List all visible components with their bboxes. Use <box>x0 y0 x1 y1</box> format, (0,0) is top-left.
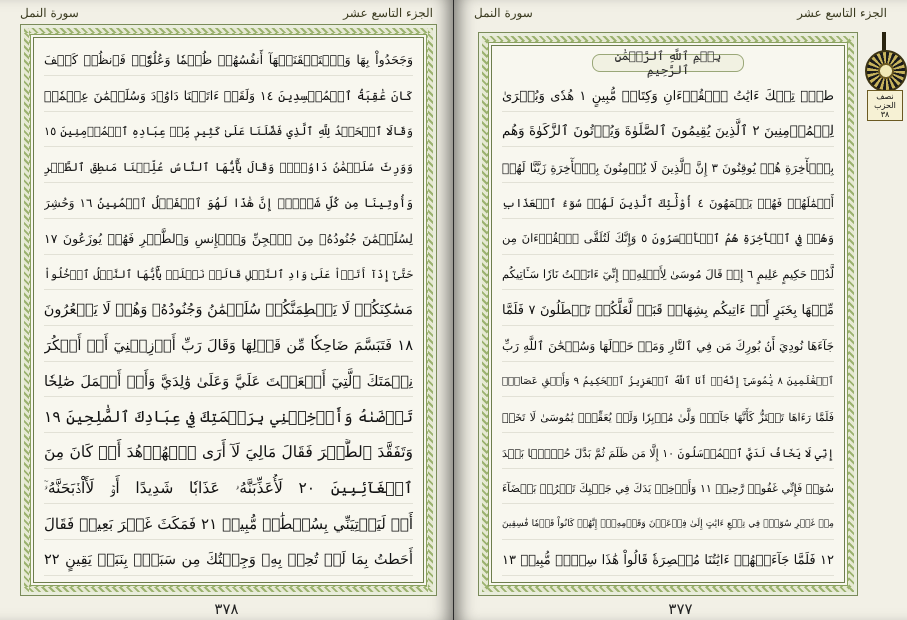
left-page-line <box>44 153 413 183</box>
right-header-juz: الجزء التاسع عشر <box>797 6 887 20</box>
hizb-medallion-icon <box>865 50 907 92</box>
right-page-line <box>502 153 834 183</box>
right-page-line <box>502 510 834 540</box>
right-page-line <box>502 546 834 576</box>
right-page-line-text: بِٱلۡأٓخِرَةِ هُمۡ يُوقِنُونَ ٣ إِنَّ ٱلَّذِينَ لَا يُؤۡمِنُونَ بِٱلۡأٓخِرَةِ زَيَّنَّا لَهُمۡ <box>502 160 834 175</box>
left-page-line <box>44 225 413 255</box>
left-page-number: ٣٧٨ <box>214 600 239 618</box>
right-page-line-text: وَهُمۡ فِي ٱلۡأٓخِرَةِ هُمُ ٱلۡأَخۡسَرُونَ ٥ وَإِنَّكَ لَتُلَقَّى ٱلۡقُرۡءَانَ مِن <box>502 231 834 246</box>
basmala: بِسۡمِ ٱللَّهِ ٱلرَّحۡمَٰنِ ٱلرَّحِيمِ <box>592 54 744 72</box>
left-page-line-text: مَسَٰكِنَكُمۡ لَا يَحۡطِمَنَّكُمۡ سُلَيۡمَٰنُ وَجُنُودُهُۥ وَهُمۡ لَا يَشۡعُرُونَ <box>44 302 413 319</box>
right-page-line-text: ٱلۡعَٰلَمِينَ ٨ يَٰمُوسَىٰٓ إِنَّهُۥٓ أَنَا ٱللَّهُ ٱلۡعَزِيزُ ٱلۡحَكِيمُ ٩ وَأَلۡقِ عَصَاكَۚ <box>502 375 834 387</box>
hizb-label-half: نصف <box>876 92 894 101</box>
left-header-juz: الجزء التاسع عشر <box>343 6 433 20</box>
right-page-line <box>502 117 834 147</box>
right-page-line-text: جَآءَهَا نُودِيَ أَنۢ بُورِكَ مَن فِي ٱلنَّارِ وَمَنۡ حَوۡلَهَا وَسُبۡحَٰنَ ٱللَّهِ رَبِّ <box>502 339 834 354</box>
left-text-area <box>33 37 424 583</box>
hizb-marker[interactable] <box>863 32 905 118</box>
right-page-line-text: إِنِّي لَا يَخَافُ لَدَيَّ ٱلۡمُرۡسَلُونَ ١٠ إِلَّا مَن ظَلَمَ ثُمَّ بَدَّلَ حُسۡنَۢا بَعۡدَ <box>502 446 834 460</box>
right-page-line-text: مِنۡ غَيۡرِ سُوٓءٖۖ فِي تِسۡعِ ءَايَٰتٍ إِلَىٰ فِرۡعَوۡنَ وَقَوۡمِهِۦٓۚ إِنَّهُمۡ كَانُواْ قَوۡمٗا فَٰسِقِينَ <box>502 519 834 530</box>
right-page-line <box>502 189 834 219</box>
right-page-line-text: لِلۡمُؤۡمِنِينَ ٢ ٱلَّذِينَ يُقِيمُونَ ٱلصَّلَوٰةَ وَيُؤۡتُونَ ٱلزَّكَوٰةَ وَهُم <box>502 123 834 140</box>
left-page-line-text: لِسُلَيۡمَٰنَ جُنُودُهُۥ مِنَ ٱلۡجِنِّ وَٱلۡإِنسِ وَٱلطَّيۡرِ فَهُمۡ يُوزَعُونَ ١٧ <box>44 230 413 246</box>
hizb-spire-icon <box>882 32 886 52</box>
right-page-line <box>502 403 834 433</box>
left-page[interactable] <box>0 0 453 620</box>
left-header-surah: سورة النمل <box>20 6 79 20</box>
right-page-line <box>502 367 834 397</box>
left-page-line-text: أَوۡ لَيَأۡتِيَنِّي بِسُلۡطَٰنٖ مُّبِينٖ ٢١ فَمَكَثَ غَيۡرَ بَعِيدٖ فَقَالَ <box>44 515 413 534</box>
left-page-line-text: وَوَرِثَ سُلَيۡمَٰنُ دَاوُۥدَۖ وَقَالَ يَٰٓأَيُّهَا ٱلنَّاسُ عُلِّمۡنَا مَنطِقَ ٱلطَّيۡرِ <box>44 159 413 174</box>
right-page-line-text: سُوٓءٖ فَإِنِّي غَفُورٞ رَّحِيمٞ ١١ وَأَدۡخِلۡ يَدَكَ فِي جَيۡبِكَ تَخۡرُجۡ بَيۡضَآءَ <box>502 482 834 496</box>
right-header-surah: سورة النمل <box>474 6 533 20</box>
right-page-line <box>502 474 834 504</box>
left-page-frame <box>20 24 437 596</box>
left-page-line <box>44 189 413 219</box>
left-page-line-text: ١٨ فَتَبَسَّمَ ضَاحِكٗا مِّن قَوۡلِهَا وَقَالَ رَبِّ أَوۡزِعۡنِيٓ أَنۡ أَشۡكُرَ <box>44 337 413 354</box>
hizb-label <box>867 90 903 121</box>
left-page-line-text: ٱلۡغَآئِبِينَ ٢٠ لَأُعَذِّبَنَّهُۥ عَذَابٗا شَدِيدًا أَوۡ لَأَاْذۡبَحَنَّهُۥٓ <box>44 479 413 498</box>
right-page-line-text: ١٢ فَلَمَّا جَآءَتۡهُمۡ ءَايَٰتُنَا مُبۡصِرَةٗ قَالُواْ هَٰذَا سِحۡرٞ مُّبِينٞ ١٣ <box>502 552 834 568</box>
left-page-header <box>20 4 433 22</box>
left-page-line <box>44 403 413 433</box>
right-page-line-text: لَّدُنۡ حَكِيمٍ عَلِيمٍ ٦ إِذۡ قَالَ مُوسَىٰ لِأَهۡلِهِۦٓ إِنِّيٓ ءَانَسۡتُ نَارٗا سَـَٔاتِيكُم <box>502 266 834 281</box>
right-text-area <box>491 45 845 583</box>
right-page-line <box>502 225 834 255</box>
left-page-line-text: وَقَالَا ٱلۡحَمۡدُ لِلَّهِ ٱلَّذِي فَضَّلَنَا عَلَىٰ كَثِيرٖ مِّنۡ عِبَادِهِ ٱلۡمُؤۡمِنِينَ ١٥ <box>44 124 413 139</box>
right-page-line-text: طسٓۚ تِلۡكَ ءَايَٰتُ ٱلۡقُرۡءَانِ وَكِتَابٖ مُّبِينٍ ١ هُدٗى وَبُشۡرَىٰ <box>502 88 834 104</box>
left-page-line-text: وَجَحَدُواْ بِهَا وَٱسۡتَيۡقَنَتۡهَآ أَنفُسُهُمۡ ظُلۡمٗا وَعُلُوّٗاۚ فَٱنظُرۡ كَيۡفَ <box>44 52 413 68</box>
left-page-line <box>44 439 413 469</box>
left-page-line-text: كَانَ عَٰقِبَةُ ٱلۡمُفۡسِدِينَ ١٤ وَلَقَدۡ ءَاتَيۡنَا دَاوُۥدَ وَسُلَيۡمَٰنَ عِلۡمٗاۖ <box>44 87 413 103</box>
left-lines <box>34 38 423 582</box>
right-page-line <box>502 296 834 326</box>
right-page-header <box>474 4 887 22</box>
right-page-line <box>502 439 834 469</box>
left-page-line <box>44 46 413 76</box>
right-page[interactable] <box>454 0 907 620</box>
right-page-line <box>502 332 834 362</box>
left-page-line <box>44 332 413 362</box>
left-page-line <box>44 260 413 290</box>
left-page-line-text: أَحَطتُ بِمَا لَمۡ تُحِطۡ بِهِۦ وَجِئۡتُكَ مِن سَبَإِۭ بِنَبَإٖ يَقِينٍ ٢٢ <box>44 552 413 569</box>
left-page-line <box>44 546 413 576</box>
left-page-line <box>44 510 413 540</box>
right-page-line-text: فَلَمَّا رَءَاهَا تَهۡتَزُّ كَأَنَّهَا جَآنّٞ وَلَّىٰ مُدۡبِرٗا وَلَمۡ يُعَقِّبۡۚ يَٰمُوسَىٰ لَا تَخَفۡ <box>502 411 834 425</box>
left-page-line-text: تَرۡضَىٰهُ وَأَدۡخِلۡنِي بِرَحۡمَتِكَ فِي عِبَادِكَ ٱلصَّٰلِحِينَ ١٩ <box>44 407 413 426</box>
left-page-line <box>44 296 413 326</box>
right-page-number: ٣٧٧ <box>668 600 693 618</box>
right-page-line-text: أَعۡمَٰلَهُمۡ فَهُمۡ يَعۡمَهُونَ ٤ أُوْلَٰٓئِكَ ٱلَّذِينَ لَهُمۡ سُوٓءُ ٱلۡعَذَابِ <box>502 195 834 210</box>
left-page-line-text: حَتَّىٰٓ إِذَآ أَتَوۡاْ عَلَىٰ وَادِ ٱلنَّمۡلِ قَالَتۡ نَمۡلَةٞ يَٰٓأَيُّهَا ٱلنَّمۡلُ ٱدۡخُلُواْ <box>44 268 413 282</box>
right-page-line-text: مِّنۡهَا بِخَبَرٍ أَوۡ ءَاتِيكُم بِشِهَابٖ قَبَسٖ لَّعَلَّكُمۡ تَصۡطَلُونَ ٧ فَلَمَّا <box>502 302 834 318</box>
right-page-line <box>502 82 834 112</box>
right-lines <box>492 46 844 582</box>
left-page-line <box>44 367 413 397</box>
right-page-frame <box>478 32 858 596</box>
hizb-label-hizb: الحزب <box>874 101 896 110</box>
left-page-line-text: وَتَفَقَّدَ ٱلطَّيۡرَ فَقَالَ مَالِيَ لَآ أَرَى ٱلۡهُدۡهُدَ أَمۡ كَانَ مِنَ <box>44 443 413 462</box>
left-page-line <box>44 117 413 147</box>
hizb-label-number: ٣٨ <box>880 110 890 119</box>
right-page-line <box>502 260 834 290</box>
left-page-line <box>44 82 413 112</box>
left-page-line <box>44 474 413 504</box>
left-page-line-text: وَأُوتِينَا مِن كُلِّ شَيۡءٍۖ إِنَّ هَٰذَا لَهُوَ ٱلۡفَضۡلُ ٱلۡمُبِينُ ١٦ وَحُشِرَ <box>44 196 413 211</box>
left-page-line-text: نِعۡمَتَكَ ٱلَّتِيٓ أَنۡعَمۡتَ عَلَيَّ وَعَلَىٰ وَٰلِدَيَّ وَأَنۡ أَعۡمَلَ صَٰلِحٗا <box>44 373 413 390</box>
